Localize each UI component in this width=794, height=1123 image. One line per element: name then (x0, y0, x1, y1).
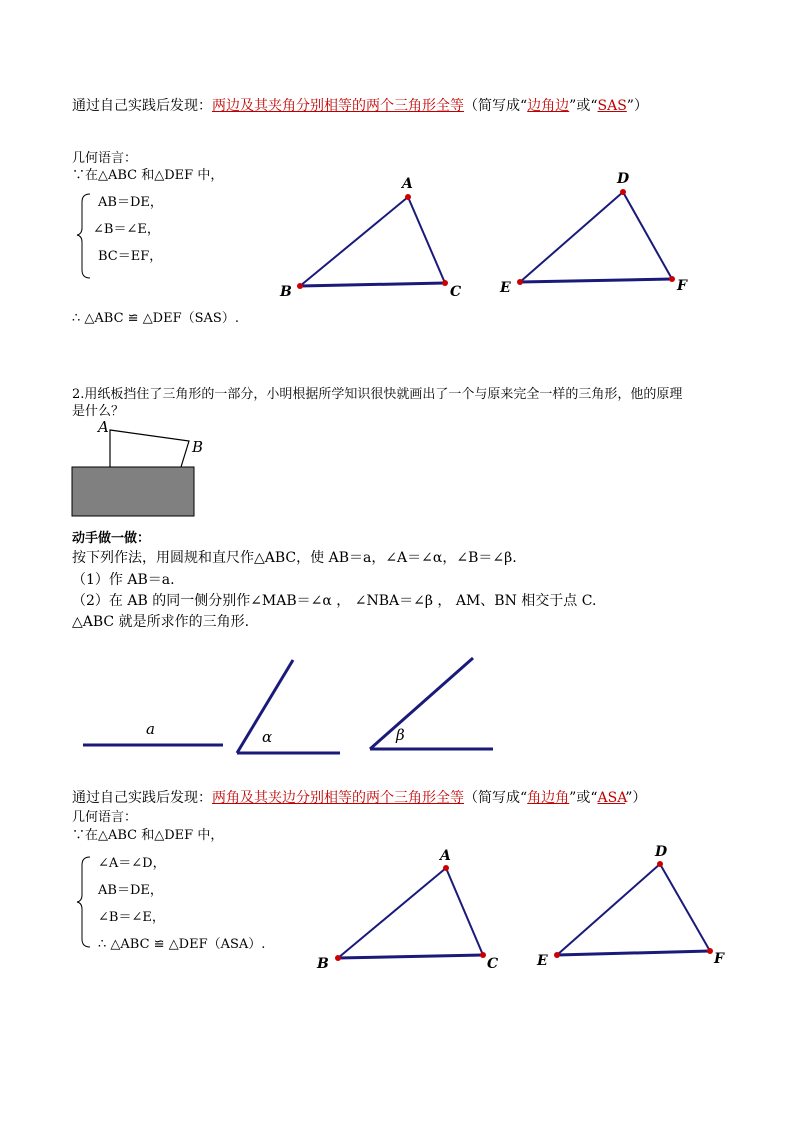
asa-abbr-en: ASA (597, 790, 626, 806)
segment-a-label: a (146, 720, 155, 738)
label-b: B (317, 956, 329, 972)
sas-intro: 通过自己实践后发现： (72, 98, 212, 114)
sas-condition-1: AB＝DE， (98, 195, 163, 210)
point-c (480, 952, 486, 958)
point-d (657, 861, 663, 867)
activity-line1: 按下列作法，用圆规和直尺作△ABC，使 AB＝a，∠A＝∠α，∠B＝∠β. (72, 550, 517, 566)
sas-conclusion: 两边及其夹角分别相等的两个三角形全等 (212, 98, 464, 114)
asa-condition-3: ∠B＝∠E， (98, 910, 165, 925)
label-e: E (500, 280, 511, 296)
label-a: A (440, 848, 451, 864)
activity-step2: （2）在 AB 的同一侧分别作∠MAB＝∠α ， ∠NBA＝∠β ， AM、BN 相交于点 C. (72, 593, 597, 609)
asa-conclusion: 两角及其夹边分别相等的两个三角形全等 (212, 790, 464, 806)
question2-line1: 2.用纸板挡住了三角形的一部分，小明根据所学知识很快就画出了一个与原来完全一样的三角形，他的原理 (72, 387, 683, 402)
asa-condition-1: ∠A＝∠D， (98, 856, 166, 871)
sas-because: ∵在△ABC 和△DEF 中， (72, 168, 224, 183)
alpha-label: α (262, 728, 273, 746)
asa-intro: 通过自己实践后发现： (72, 790, 212, 806)
sas-therefore: ∴ △ABC ≌ △DEF（SAS）. (72, 311, 239, 326)
question2-line2: 是什么？ (72, 404, 125, 419)
asa-because: ∵在△ABC 和△DEF 中， (72, 828, 224, 843)
activity-line-last: △ABC 就是所求作的三角形. (72, 614, 250, 630)
sas-abbr-mid: ”或“ (569, 98, 598, 114)
sas-geo-title: 几何语言： (72, 151, 138, 166)
sas-abbr-suffix: ”） (626, 98, 648, 114)
label-b: B (280, 284, 292, 300)
asa-abbr-cn: 角边角 (527, 790, 570, 806)
asa-condition-2: AB＝DE， (98, 883, 163, 898)
label-f: F (677, 278, 687, 294)
board-label-b: B (192, 438, 204, 456)
label-c: C (487, 956, 499, 972)
point-f (707, 948, 713, 954)
asa-abbr-mid: ”或“ (569, 790, 598, 806)
sas-abbr-en: SAS (597, 98, 627, 114)
asa-triangle-def (536, 844, 725, 969)
label-f: F (714, 951, 724, 967)
activity-step1: （1）作 AB＝a. (72, 572, 175, 588)
point-b (335, 955, 341, 961)
point-e (554, 952, 560, 958)
activity-title: 动手做一做： (72, 531, 151, 546)
asa-abbr-prefix: （简写成“ (464, 790, 528, 806)
sas-abbr-prefix: （简写成“ (464, 98, 528, 114)
label-d: D (617, 171, 630, 187)
asa-therefore: ∴ △ABC ≌ △DEF（ASA）. (98, 937, 266, 952)
label-a: A (402, 176, 413, 192)
asa-geo-title: 几何语言： (72, 810, 138, 825)
label-d: D (655, 844, 668, 860)
beta-label: β (396, 726, 405, 744)
asa-abbr-suffix: ”） (625, 790, 647, 806)
point-a (443, 865, 449, 871)
sas-abbr-cn: 边角边 (527, 98, 570, 114)
asa-triangle-abc (316, 848, 498, 972)
label-c: C (450, 284, 462, 300)
sas-condition-2: ∠B＝∠E， (93, 222, 160, 237)
sas-condition-3: BC＝EF， (98, 249, 163, 264)
board-label-a: A (98, 418, 109, 436)
label-e: E (537, 953, 548, 969)
